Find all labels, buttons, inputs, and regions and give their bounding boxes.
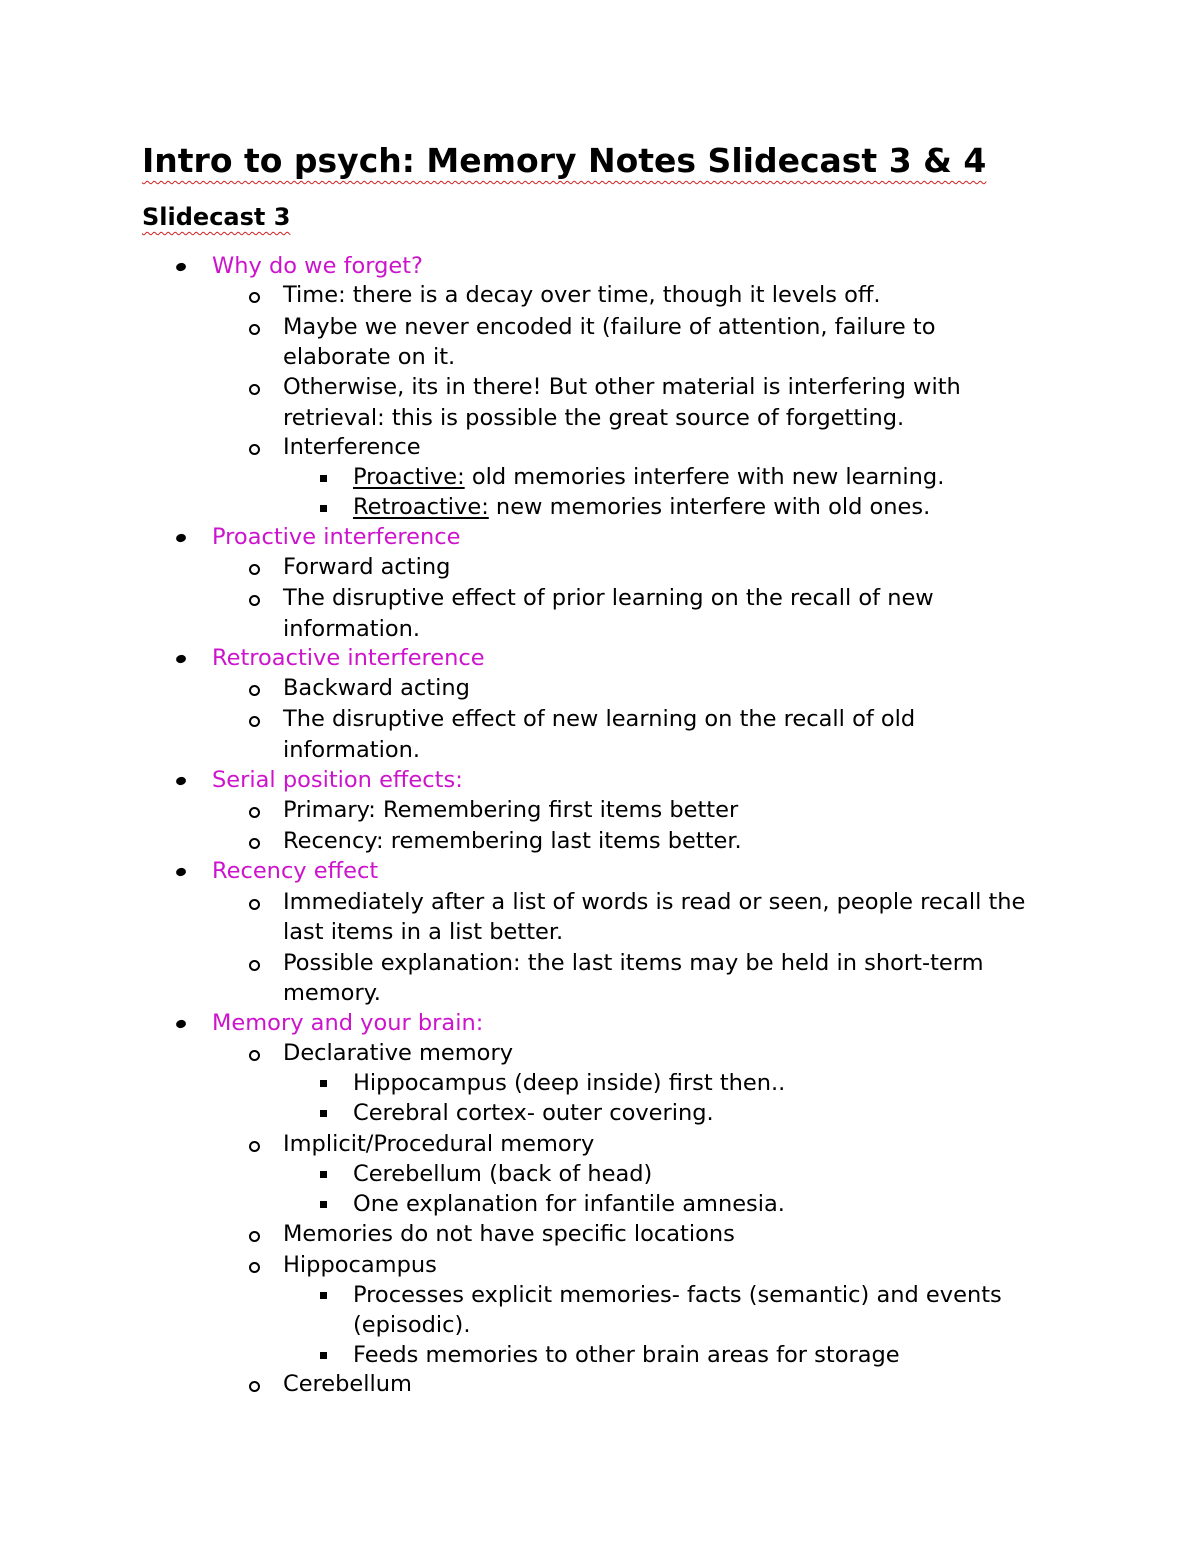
bullet-icon	[175, 867, 187, 877]
square-bullet-icon	[320, 1352, 327, 1359]
definition-proactive: old memories interfere with new learning.	[464, 464, 945, 490]
list-item: Otherwise, its in there! But other material is interfering with	[283, 374, 961, 400]
ring-bullet-icon	[249, 1381, 260, 1392]
list-item: Memories do not have specific locations	[283, 1221, 735, 1247]
ring-bullet-icon	[249, 1141, 260, 1152]
list-item-continuation: last items in a list better.	[283, 919, 564, 945]
ring-bullet-icon	[249, 716, 260, 727]
heading-why-forget: Why do we forget?	[212, 253, 424, 279]
bullet-icon	[175, 1019, 187, 1029]
list-item-continuation: memory.	[283, 980, 381, 1006]
list-item: Backward acting	[283, 675, 470, 701]
list-item-continuation: retrieval: this is possible the great source of forgetting.	[283, 405, 905, 431]
list-item-continuation: information.	[283, 737, 421, 763]
list-item: The disruptive effect of prior learning on the recall of new	[283, 585, 934, 611]
ring-bullet-icon	[249, 807, 260, 818]
ring-bullet-icon	[249, 960, 260, 971]
list-item: Feeds memories to other brain areas for storage	[353, 1342, 900, 1368]
list-item: Processes explicit memories- facts (semantic) and events	[353, 1282, 1002, 1308]
section-title: Slidecast 3	[142, 203, 291, 231]
list-item	[353, 462, 944, 492]
ring-bullet-icon	[249, 595, 260, 606]
ring-bullet-icon	[249, 324, 260, 335]
list-item: Cerebral cortex- outer covering.	[353, 1100, 714, 1126]
heading-proactive-interference: Proactive interference	[212, 524, 461, 550]
square-bullet-icon	[320, 1201, 327, 1208]
list-item: One explanation for infantile amnesia.	[353, 1191, 785, 1217]
list-item: Primary: Remembering first items better	[283, 797, 739, 823]
definition-retroactive: new memories interfere with old ones.	[488, 494, 931, 520]
square-bullet-icon	[320, 475, 327, 482]
square-bullet-icon	[320, 1292, 327, 1299]
list-item: Cerebellum	[283, 1371, 412, 1397]
ring-bullet-icon	[249, 1231, 260, 1242]
list-item-continuation: information.	[283, 616, 421, 642]
ring-bullet-icon	[249, 564, 260, 575]
list-item	[353, 492, 930, 522]
term-retroactive: Retroactive:	[353, 494, 489, 520]
heading-serial-position: Serial position effects:	[212, 767, 463, 793]
list-item-continuation: (episodic).	[353, 1312, 471, 1338]
bullet-icon	[175, 262, 187, 272]
ring-bullet-icon	[249, 1262, 260, 1273]
list-item: The disruptive effect of new learning on the recall of old	[283, 706, 916, 732]
ring-bullet-icon	[249, 838, 260, 849]
list-item-continuation: elaborate on it.	[283, 344, 456, 370]
ring-bullet-icon	[249, 384, 260, 395]
list-item: Declarative memory	[283, 1040, 514, 1066]
bullet-icon	[175, 654, 187, 664]
square-bullet-icon	[320, 1171, 327, 1178]
list-item: Cerebellum (back of head)	[353, 1161, 653, 1187]
heading-memory-brain: Memory and your brain:	[212, 1010, 484, 1036]
bullet-icon	[175, 776, 187, 786]
list-item: Recency: remembering last items better.	[283, 828, 742, 854]
list-item: Forward acting	[283, 554, 451, 580]
list-item: Immediately after a list of words is read or seen, people recall the	[283, 889, 1026, 915]
ring-bullet-icon	[249, 444, 260, 455]
ring-bullet-icon	[249, 292, 260, 303]
document-title: Intro to psych: Memory Notes Slidecast 3 & 4	[142, 141, 987, 180]
list-item: Hippocampus	[283, 1252, 437, 1278]
term-proactive: Proactive:	[353, 464, 465, 490]
ring-bullet-icon	[249, 685, 260, 696]
heading-retroactive-interference: Retroactive interference	[212, 645, 485, 671]
list-item: Possible explanation: the last items may be held in short-term	[283, 950, 984, 976]
list-item: Time: there is a decay over time, though it levels off.	[283, 282, 881, 308]
ring-bullet-icon	[249, 1050, 260, 1061]
list-item: Interference	[283, 434, 421, 460]
square-bullet-icon	[320, 505, 327, 512]
square-bullet-icon	[320, 1110, 327, 1117]
heading-recency-effect: Recency effect	[212, 858, 379, 884]
ring-bullet-icon	[249, 899, 260, 910]
bullet-icon	[175, 533, 187, 543]
list-item: Maybe we never encoded it (failure of attention, failure to	[283, 314, 936, 340]
list-item: Hippocampus (deep inside) first then..	[353, 1070, 786, 1096]
square-bullet-icon	[320, 1080, 327, 1087]
list-item: Implicit/Procedural memory	[283, 1131, 595, 1157]
